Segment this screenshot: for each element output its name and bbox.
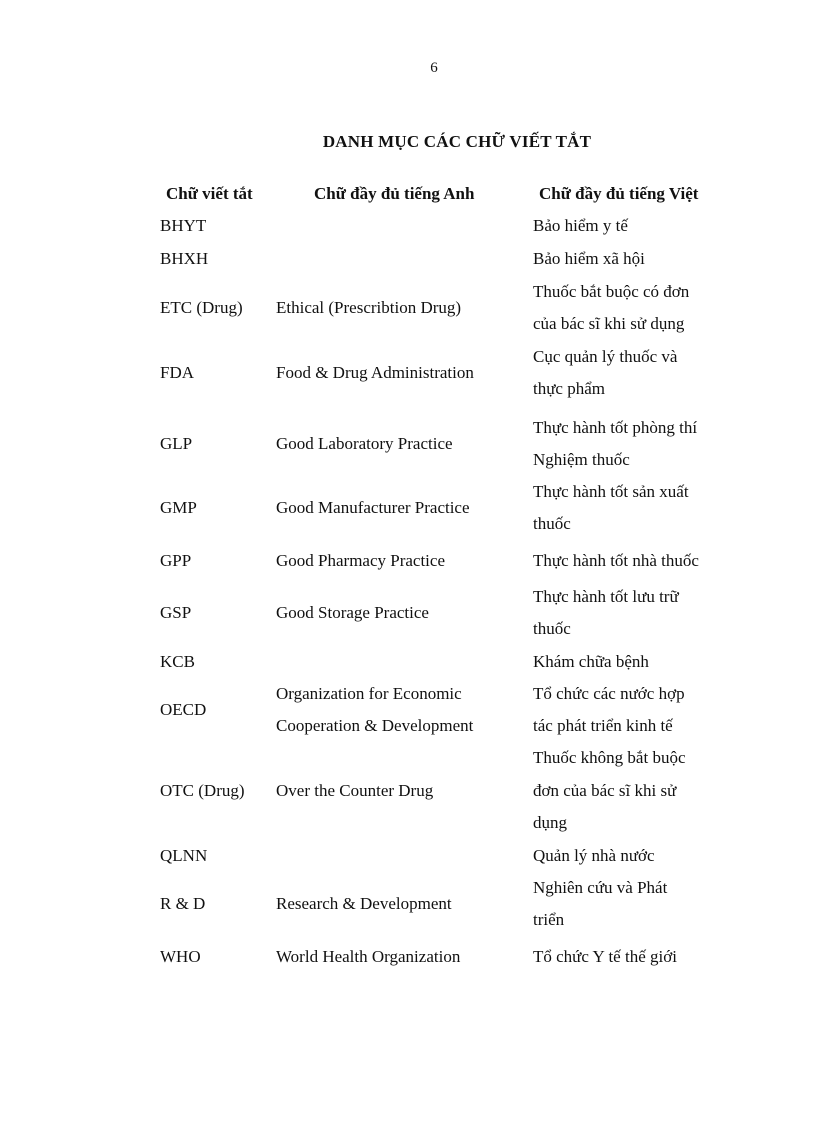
vietnamese-term-cell [533, 476, 689, 541]
abbreviation-cell: GPP [160, 550, 192, 570]
vietnamese-term-cell-line: Thuốc không bắt buộc [533, 748, 686, 768]
vietnamese-term-cell-line: Bảo hiểm y tế [533, 215, 628, 235]
vietnamese-term-cell [533, 412, 697, 477]
english-term-cell [276, 678, 473, 743]
vietnamese-term-cell-line: Nghiệm thuốc [533, 450, 630, 469]
vietnamese-term-cell-line: đơn của bác sĩ khi sử [533, 780, 677, 800]
vietnamese-term-cell-line: thuốc [533, 514, 571, 533]
vietnamese-term-cell [533, 840, 655, 873]
vietnamese-term-cell-line: Nghiên cứu và Phát [533, 877, 668, 897]
vietnamese-term-cell-line: triển [533, 910, 565, 929]
english-term-cell [276, 545, 445, 578]
vietnamese-term-cell-line: Thực hành tốt sản xuất [533, 481, 689, 501]
english-term-cell [276, 428, 453, 461]
english-term-cell-line: Good Storage Practice [276, 602, 429, 622]
vietnamese-term-cell [533, 276, 689, 341]
vietnamese-term-cell-line: dụng [533, 813, 567, 833]
vietnamese-term-cell [533, 341, 677, 406]
vietnamese-term-cell-line: Bảo hiểm xã hội [533, 248, 645, 268]
english-term-cell-line: Cooperation & Development [276, 716, 474, 735]
english-term-cell-line: Good Laboratory Practice [276, 433, 453, 453]
column-header-vietnamese: Chữ đầy đủ tiếng Việt [539, 184, 699, 203]
abbreviation-cell: QLNN [160, 845, 208, 865]
abbreviation-cell: WHO [160, 946, 201, 966]
vietnamese-term-cell-line: Cục quản lý thuốc và [533, 346, 678, 366]
page-number: 6 [430, 60, 438, 76]
vietnamese-term-cell [533, 243, 645, 276]
vietnamese-term-cell-line: Thực hành tốt nhà thuốc [533, 550, 699, 570]
vietnamese-term-cell-line: Quản lý nhà nước [533, 845, 655, 865]
column-header-english: Chữ đầy đủ tiếng Anh [314, 184, 475, 203]
abbreviation-cell: BHXH [160, 248, 209, 268]
vietnamese-term-cell [533, 581, 679, 646]
vietnamese-term-cell [533, 872, 667, 937]
english-term-cell-line: Over the Counter Drug [276, 780, 434, 800]
english-term-cell-line: Research & Development [276, 893, 452, 913]
vietnamese-term-cell-line: Tổ chức Y tế thế giới [533, 946, 677, 966]
abbreviation-cell: ETC (Drug) [160, 297, 243, 317]
column-header-abbreviation: Chữ viết tắt [166, 184, 253, 203]
english-term-cell [276, 357, 474, 390]
abbreviation-cell: R & D [160, 893, 206, 913]
abbreviation-cell: FDA [160, 362, 195, 382]
english-term-cell [276, 775, 433, 808]
vietnamese-term-cell-line: thuốc [533, 619, 571, 638]
vietnamese-term-cell-line: Thuốc bắt buộc có đơn [533, 281, 690, 301]
vietnamese-term-cell-line: Khám chữa bệnh [533, 651, 649, 671]
vietnamese-term-cell [533, 941, 677, 974]
english-term-cell [276, 888, 452, 921]
english-term-cell-line: Organization for Economic [276, 683, 462, 703]
abbreviation-cell: OECD [160, 699, 207, 719]
english-term-cell-line: Ethical (Prescribtion Drug) [276, 297, 462, 317]
vietnamese-term-cell [533, 678, 685, 743]
vietnamese-term-cell [533, 210, 628, 243]
vietnamese-term-cell-line: thực phẩm [533, 379, 606, 398]
english-term-cell-line: World Health Organization [276, 946, 461, 966]
abbreviation-cell: GSP [160, 602, 192, 622]
abbreviation-cell: GLP [160, 433, 193, 453]
vietnamese-term-cell-line: Thực hành tốt lưu trữ [533, 586, 679, 606]
abbreviation-cell: BHYT [160, 215, 207, 235]
english-term-cell-line: Good Manufacturer Practice [276, 497, 470, 517]
english-term-cell-line: Good Pharmacy Practice [276, 550, 445, 570]
english-term-cell [276, 492, 470, 525]
vietnamese-term-cell-line: Thực hành tốt phòng thí [533, 417, 698, 437]
abbreviation-cell: GMP [160, 497, 197, 517]
english-term-cell [276, 292, 461, 325]
vietnamese-term-cell-line: tác phát triển kinh tế [533, 716, 673, 735]
vietnamese-term-cell [533, 742, 686, 840]
abbreviation-cell: KCB [160, 651, 195, 671]
vietnamese-term-cell [533, 646, 649, 679]
vietnamese-term-cell-line: của bác sĩ khi sử dụng [533, 314, 685, 333]
english-term-cell-line: Food & Drug Administration [276, 362, 474, 382]
english-term-cell [276, 597, 429, 630]
english-term-cell [276, 941, 460, 974]
vietnamese-term-cell [533, 545, 699, 578]
page-title: DANH MỤC CÁC CHỮ VIẾT TẮT [322, 132, 592, 151]
vietnamese-term-cell-line: Tổ chức các nước hợp [533, 683, 685, 703]
abbreviation-cell: OTC (Drug) [160, 780, 245, 800]
